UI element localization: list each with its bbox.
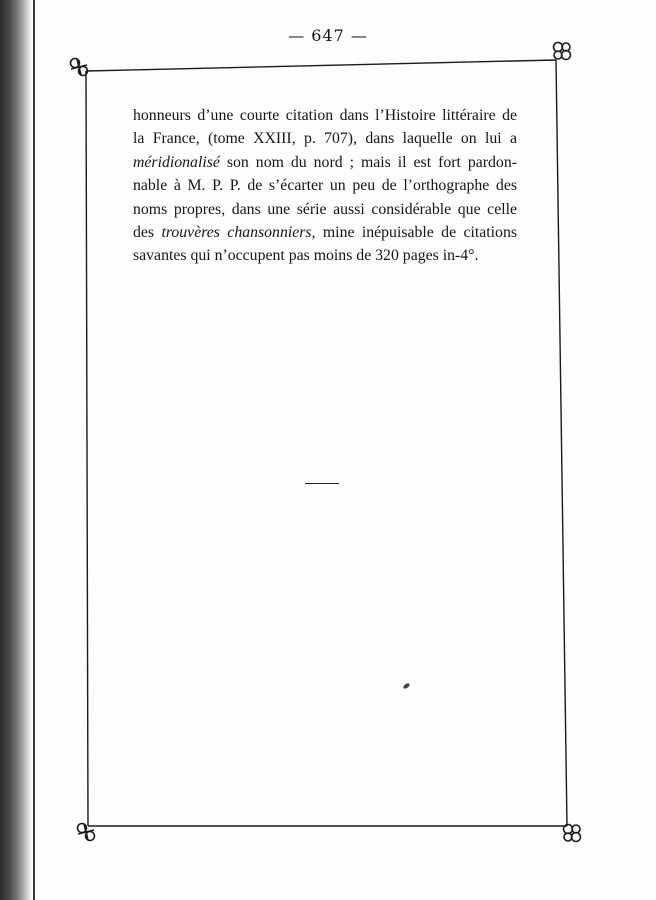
body-paragraph — [133, 104, 517, 268]
text-line — [133, 244, 517, 267]
text-run: des — [133, 224, 162, 242]
section-end-rule — [305, 483, 339, 484]
frame-top-line — [86, 60, 556, 71]
corner-ornament-top-right — [554, 43, 571, 60]
text-line — [133, 104, 517, 127]
text-run: mine inépuisable de citations — [315, 224, 517, 242]
corner-ornament-bottom-right — [564, 825, 581, 842]
frame-right-line — [556, 60, 567, 826]
text-run: nable à M. P. P. de s’écarter un peu de l’orthographe des — [133, 177, 517, 195]
text-run: la France, (tome XXIII, p. 707), dans laquelle on lui a — [133, 130, 517, 148]
text-line — [133, 151, 517, 174]
page-number: — 647 — — [288, 26, 368, 45]
text-line — [133, 198, 517, 221]
corner-ornament-top-left — [71, 59, 88, 76]
text-line — [133, 221, 517, 244]
text-line — [133, 174, 517, 197]
text-line — [133, 127, 517, 150]
text-run: son nom du nord ; mais il est fort pardon- — [219, 153, 517, 171]
italic-text: trouvères chansonniers, — [161, 224, 316, 242]
text-run: noms propres, dans une série aussi considérable que celle — [133, 200, 517, 218]
frame-left-line — [86, 71, 88, 826]
italic-text: méridionalisé — [133, 153, 220, 171]
text-run: savantes qui n’occupent pas moins de 320 pages in-4°. — [133, 247, 479, 265]
text-run: honneurs d’une courte citation dans l’Histoire littéraire de — [133, 107, 517, 124]
